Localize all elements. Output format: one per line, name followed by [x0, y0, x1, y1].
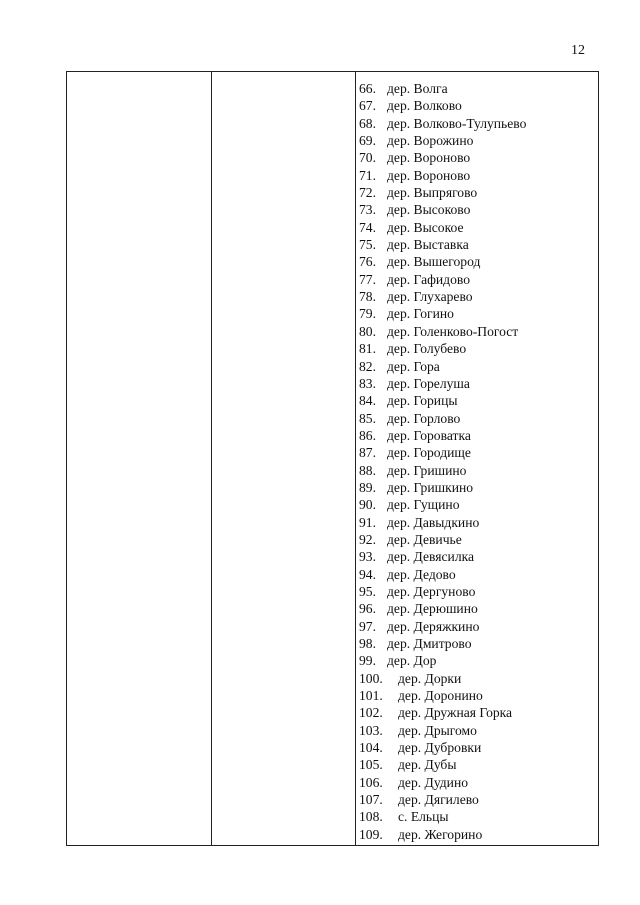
- list-item-number: 72.: [359, 185, 376, 201]
- list-item-number: 101.: [359, 688, 383, 704]
- list-item-number: 78.: [359, 289, 376, 305]
- list-item: [356, 756, 598, 773]
- list-item: [356, 219, 598, 236]
- list-item-number: 73.: [359, 202, 376, 218]
- list-item-number: 81.: [359, 341, 376, 357]
- list-item-text: дер. Гущино: [387, 497, 460, 513]
- list-item: [356, 531, 598, 548]
- list-item-text: дер. Глухарево: [387, 289, 473, 305]
- list-item-number: 74.: [359, 219, 376, 235]
- list-item-number: 94.: [359, 566, 376, 582]
- list-item-number: 69.: [359, 133, 376, 149]
- list-item-number: 66.: [359, 81, 376, 96]
- list-item-number: 88.: [359, 462, 376, 478]
- list-item-number: 90.: [359, 497, 376, 513]
- list-item-text: дер. Горлово: [387, 410, 461, 426]
- list-item-number: 82.: [359, 358, 376, 374]
- list-item: [356, 375, 598, 392]
- list-item-text: дер. Дружная Горка: [398, 705, 513, 721]
- list-item-number: 83.: [359, 375, 376, 391]
- list-item: [356, 583, 598, 600]
- list-item-number: 98.: [359, 636, 376, 651]
- list-item: [356, 774, 598, 791]
- list-item: [356, 305, 598, 322]
- list-item: [356, 115, 598, 132]
- list-item: [356, 791, 598, 808]
- list-item: [356, 635, 598, 652]
- list-item: [356, 548, 598, 565]
- list-item-number: 93.: [359, 549, 376, 565]
- list-item-number: 80.: [359, 323, 376, 339]
- list-item-text: дер. Горицы: [387, 393, 458, 409]
- list-item: [356, 410, 598, 427]
- list-item: [356, 132, 598, 149]
- list-item-text: дер. Горелуша: [387, 375, 470, 391]
- list-item-number: 108.: [359, 809, 383, 825]
- list-item-text: дер. Дудино: [398, 774, 469, 790]
- list-item: [356, 253, 598, 270]
- list-item: [356, 149, 598, 166]
- list-item: [356, 496, 598, 513]
- list-item: [356, 323, 598, 340]
- list-item-number: 70.: [359, 150, 376, 166]
- list-item-text: дер. Гришино: [387, 462, 467, 478]
- list-item-text: дер. Гогино: [387, 306, 454, 322]
- list-item-number: 102.: [359, 705, 383, 721]
- list-item-number: 96.: [359, 601, 376, 617]
- list-item: [356, 340, 598, 357]
- list-item-text: дер. Жегорино: [398, 826, 483, 842]
- list-item-number: 68.: [359, 115, 376, 131]
- list-item-text: дер. Дорки: [398, 670, 462, 686]
- list-item-text: дер. Гришкино: [387, 479, 474, 495]
- list-item-text: дер. Горoватка: [387, 427, 471, 443]
- list-item-text: дер. Девясилка: [387, 549, 475, 565]
- list-item: [356, 670, 598, 687]
- list-item-text: с. Ельцы: [398, 809, 449, 825]
- list-item-number: 67.: [359, 98, 376, 114]
- list-item-text: дер. Голенково-Погост: [387, 323, 519, 339]
- table-column-2: [212, 72, 356, 845]
- list-item: [356, 687, 598, 704]
- list-item-number: 104.: [359, 740, 383, 756]
- list-item: [356, 201, 598, 218]
- list-item-text: дер. Гафидово: [387, 271, 471, 287]
- list-item-text: дер. Ворожино: [387, 133, 474, 149]
- list-item-text: дер. Давыдкино: [387, 514, 480, 530]
- list-item-text: дер. Дубы: [398, 757, 457, 773]
- list-item-text: дер. Дрыгомо: [398, 722, 477, 738]
- list-item-number: 71.: [359, 167, 376, 183]
- document-table: [66, 71, 599, 846]
- list-item-number: 103.: [359, 722, 383, 738]
- list-item: [356, 358, 598, 375]
- list-item-text: дер. Дмитрово: [387, 636, 472, 651]
- list-item-number: 92.: [359, 531, 376, 547]
- list-item-number: 107.: [359, 792, 383, 808]
- list-item-number: 95.: [359, 583, 376, 599]
- list-item-number: 100.: [359, 670, 383, 686]
- list-item-text: дер. Дергуново: [387, 583, 476, 599]
- page-number: 12: [571, 43, 585, 58]
- list-item-text: дер. Девичье: [387, 531, 462, 547]
- list-item-number: 85.: [359, 410, 376, 426]
- list-item-text: дер. Выставка: [387, 237, 469, 253]
- list-item: [356, 167, 598, 184]
- list-item-text: дер. Дягилево: [398, 792, 479, 808]
- list-item: [356, 722, 598, 739]
- list-item-text: дер. Высоково: [387, 202, 471, 218]
- table-column-1: [67, 72, 212, 845]
- list-item-text: дер. Доронино: [398, 688, 483, 704]
- list-item-text: дер. Дедово: [387, 566, 456, 582]
- list-item-number: 99.: [359, 653, 376, 669]
- list-item: [356, 652, 598, 669]
- list-item: [356, 184, 598, 201]
- list-item-text: дер. Дерюшино: [387, 601, 478, 617]
- list-item: [356, 618, 598, 635]
- list-item-text: дер. Вороново: [387, 167, 471, 183]
- list-item-text: дер. Вышегород: [387, 254, 481, 270]
- list-item-text: дер. Волково-Тулупьево: [387, 115, 527, 131]
- list-item-text: дер. Выпрягово: [387, 185, 478, 201]
- list-item-number: 106.: [359, 774, 383, 790]
- list-item-text: дер. Голубево: [387, 341, 467, 357]
- list-item-number: 75.: [359, 237, 376, 253]
- list-item: [356, 288, 598, 305]
- list-item-number: 76.: [359, 254, 376, 270]
- list-item: [356, 427, 598, 444]
- settlement-list: [356, 80, 598, 843]
- list-item: [356, 739, 598, 756]
- list-item: [356, 80, 598, 97]
- list-item-text: дер. Городище: [387, 445, 471, 461]
- list-item-number: 91.: [359, 514, 376, 530]
- list-item-number: 79.: [359, 306, 376, 322]
- list-item: [356, 600, 598, 617]
- list-item-number: 97.: [359, 618, 376, 634]
- list-item: [356, 236, 598, 253]
- list-item: [356, 566, 598, 583]
- list-item: [356, 826, 598, 843]
- list-item-number: 87.: [359, 445, 376, 461]
- list-item-text: дер. Волга: [387, 81, 448, 96]
- list-item: [356, 97, 598, 114]
- list-item-text: дер. Гора: [387, 358, 440, 374]
- list-item: [356, 271, 598, 288]
- list-item-text: дер. Вороново: [387, 150, 471, 166]
- list-item-text: дер. Деряжкино: [387, 618, 480, 634]
- list-item: [356, 514, 598, 531]
- list-item: [356, 704, 598, 721]
- table-column-settlements: [356, 72, 598, 845]
- list-item: [356, 444, 598, 461]
- list-item-number: 105.: [359, 757, 383, 773]
- list-item-text: дер. Высокое: [387, 219, 464, 235]
- list-item: [356, 808, 598, 825]
- list-item: [356, 462, 598, 479]
- list-item-number: 86.: [359, 427, 376, 443]
- list-item-number: 84.: [359, 393, 376, 409]
- list-item-number: 89.: [359, 479, 376, 495]
- list-item-text: дер. Волково: [387, 98, 462, 114]
- list-item-number: 109.: [359, 826, 383, 842]
- list-item-text: дер. Дор: [387, 653, 437, 669]
- list-item: [356, 392, 598, 409]
- list-item-text: дер. Дубровки: [398, 740, 482, 756]
- list-item: [356, 479, 598, 496]
- list-item-number: 77.: [359, 271, 376, 287]
